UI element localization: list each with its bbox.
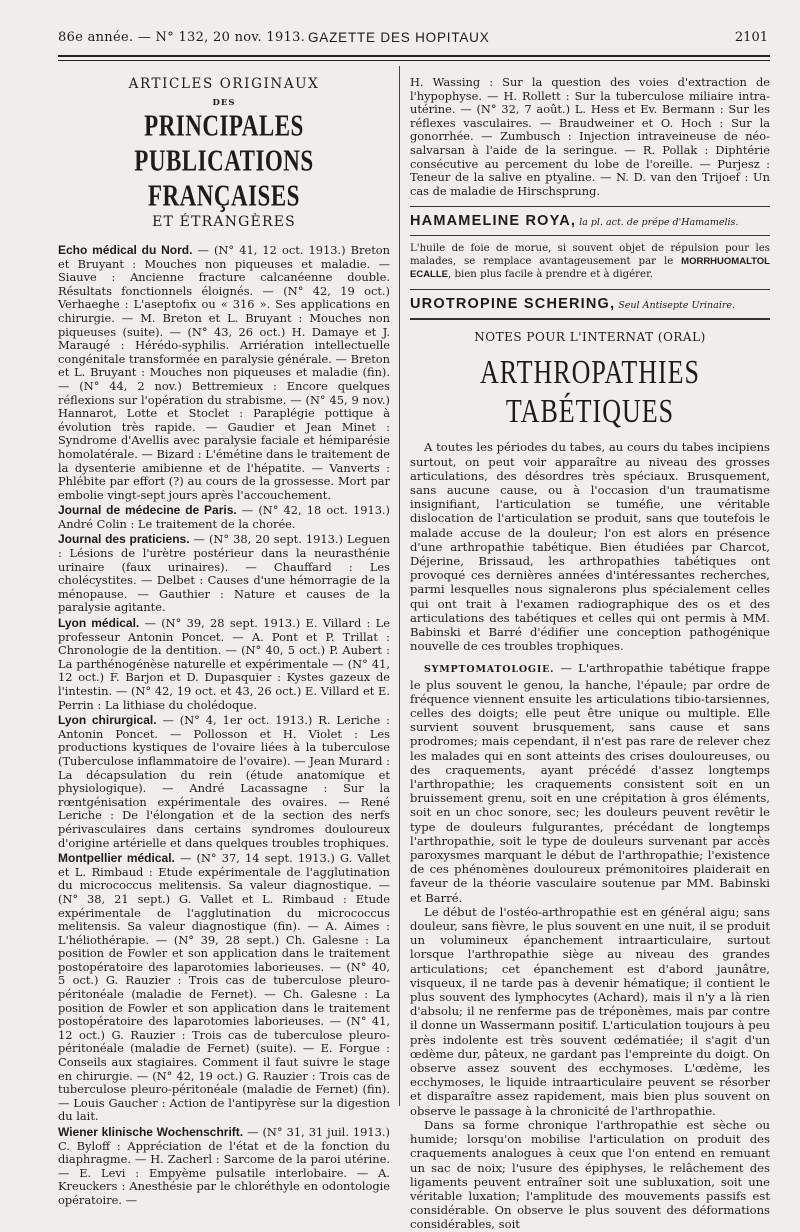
- ad-rule: [410, 206, 770, 207]
- entry-text: — (N° 37, 14 sept. 1913.) G. Vallet et L. Rimbaud : Etude expérimentale de l'agglutination du micrococcus melitensis. Sa valeur diagnostique. — (N° 38, 21 sept.) G. Vallet et L. Rimbaud : Etude expérimentale de l'agglutination du micrococcus melitensis. Sa valeur diagnostique (fin). — A. Aimes : L'héliothérapie. — (N° 39, 28 sept.) Ch. Galesne : La position de Fowler et son application dans le traitement postopératoire des laparotomies laborieuses. — (N° 40, 5 oct.) G. Rauzier : Trois cas de tuberculose pleuro-péritonéale (maladie de Fernet). — Ch. Galesne : La position de Fowler et son application dans le traitement postopératoire des laparotomies laborieuses. — (N° 41, 12 oct.) G. Rauzier : Trois cas de tuberculose pleuro-péritonéale (maladie de Fernet) (suite). — E. Forgue : Conseils aux stagiaires. Comment il faut suivre le stage en chirurgie. — (N° 42, 19 oct.) G. Rauzier : Trois cas de tuberculose pleuro-péritonéale (maladie de Fernet) (fin). — Louis Gaucher : Action de l'antipyrèse sur la digestion du lait.: [58, 851, 391, 1124]
- journal-title: GAZETTE DES HOPITAUX: [308, 30, 490, 45]
- review-entry: [58, 1126, 390, 1208]
- journal-name: Journal de médecine de Paris.: [58, 503, 237, 518]
- entry-text: — (N° 31, 31 juil. 1913.) C. Byloff : Appréciation de l'état et de la fonction du diaphragme. — H. Zacherl : Sarcome de la paroi utérine. — E. Levi : Empyème pulsatile interlobaire. — A. Kreuckers : Anesthésie par le chloréthyle en odontologie opératoire. —: [58, 1125, 390, 1207]
- ad-rule: [410, 318, 770, 320]
- ad-morrhuomaltol-end: , bien plus facile à prendre et à digérer.: [448, 269, 654, 281]
- journal-name: Echo médical du Nord.: [58, 243, 193, 257]
- section-heading-3: PRINCIPALES PUBLICATIONS FRANÇAISES: [134, 108, 314, 213]
- review-entry: [58, 244, 390, 502]
- review-entry: [58, 504, 390, 531]
- section-heading-1: ARTICLES ORIGINAUX: [128, 76, 320, 92]
- ad-morrhuomaltol-brand: MORRHUOMALTOL ECALLE: [410, 256, 770, 281]
- column-divider: [399, 66, 400, 1106]
- journal-name: Wiener klinische Wochenschrift.: [58, 1125, 244, 1139]
- review-entry: [58, 617, 390, 712]
- article-paragraph: Le début de l'ostéo-arthropathie est en général aigu; sans douleur, sans fièvre, le plus souvent en une nuit, il se produit un volumineux épanchement intraarticulaire, surtout lorsque l'arthropathie siège au niveau des grandes articulations; cet épanchement est d'abord jaunâtre, visqueux, il ne tarde pas à devenir hématique; il contient le plus souvent des lymphocytes (Achard), mais il n'y a là rien d'absolu; il ne renferme pas de tréponèmes, mais par contre il donne un Wassermann positif. L'articulation toujours à peu près indolente est très souvent œdématiée; il s'agit d'un œdème dur, pâteux, ne gardant pas l'empreinte du doigt. On observe assez souvent des ecchymoses. L'œdème, les ecchymoses, le liquide intraarticulaire peuvent se résorber et disparaître assez rapidement, mais bien plus souvent on observe le passage à la chronicité de l'arthropathie.: [410, 904, 770, 1118]
- review-entry: [58, 533, 390, 615]
- review-entry: [58, 714, 390, 850]
- ad-hamameline: [410, 213, 770, 229]
- entry-text: — (N° 4, 1er oct. 1913.) R. Leriche : Antonin Poncet. — Pollosson et H. Violet : Les productions kystiques de l'ovaire liées à la tuberculose (Tuberculose inflammatoire de l'ovaire). — Jean Murard : La décapsulation du rein (étude anatomique et physiologique). — André Lacassagne : Sur la rœntgénisation expérimentale des ovaires. — René Leriche : De l'élongation et de la section des nerfs périvasculaires dans certains syndromes douloureux d'origine artérielle et dans quelques troubles trophiques.: [58, 713, 390, 850]
- journal-name: Journal des praticiens.: [58, 532, 190, 547]
- running-header: [58, 30, 768, 48]
- entry-text: — (N° 41, 12 oct. 1913.) Breton et Bruyant : Mouches non piqueuses et maladie. — Siauve : Ancienne fracture calcanéenne double. Résultats fonctionnels éloignés. — (N° 42, 19 oct.) Verhaeghe : L'aseptofix ou « 316 ». Ses applications en chirurgie. — M. Breton et L. Bruyant : Mouches non piqueuses (suite). — (N° 43, 26 oct.) H. Damaye et J. Maraugé : Hérédo-syphilis. Arriération intellectuelle congénitale transformée en paralysie générale. — Breton et L. Bruyant : Mouches non piqueuses et maladie (fin). — (N° 44, 2 nov.) Bettremieux : Encore quelques réflexions sur l'opération du strabisme. — (N° 45, 9 nov.) Hannarot, Lotte et Stoclet : Paraplégie pottique à évolution très rapide. — Gaudier et Jean Minet : Syndrome d'Avellis avec paralysie faciale et hémiparésie homolatérale. — Bizard : L'émétine dans le traitement de la dysenterie amibienne et de l'hépatite. — Vanverts : Phlébite par effort (?) au cours de la grossesse. Mort par embolie vingt-sept jours après l'accouchement.: [58, 243, 390, 502]
- journal-name: Lyon médical.: [58, 616, 140, 631]
- article-paragraph: [410, 661, 770, 904]
- entry-text: — (N° 42, 18 oct. 1913.) André Colin : Le traitement de la chorée.: [58, 503, 390, 531]
- ad-urotropine: [410, 296, 770, 312]
- ad-rule: [410, 235, 770, 236]
- page-number: 2101: [734, 30, 768, 45]
- ad-rule: [410, 289, 770, 290]
- ad-urotropine-name: UROTROPINE SCHERING,: [410, 296, 616, 313]
- entry-text: — (N° 39, 28 sept. 1913.) E. Villard : Le professeur Antonin Poncet. — A. Pont et P. Trillat : Chronologie de la dentition. — (N° 40, 5 oct.) P. Aubert : La parthénogénèse naturelle et expérimentale — (N° 41, 12 oct.) F. Barjon et D. Dupasquier : Kystes gazeux de l'intestin. — (N° 42, 19 oct. et 43, 26 oct.) E. Villard et E. Perrin : La lithiase du cholédoque.: [58, 616, 390, 712]
- ad-urotropine-desc: Seul Antisepte Urinaire.: [615, 300, 736, 312]
- article-paragraph: A toutes les périodes du tabes, au cours du tabes incipiens surtout, on peut voir apparaître au niveau des grosses articulations, des désordres très spéciaux. Brusquement, sans aucune cause, ou à l'occasion d'un traumatisme insignifiant, l'articulation se tuméfie, une véritable dislocation de l'articulation se produit, sans que toutefois le malade accuse de la douleur; l'on est alors en présence d'une arthropathie tabétique. Bien étudiées par Charcot, Déjerine, Brissaud, les arthropathies tabétiques ont provoqué ces dernières années d'intéressantes recherches, parmi lesquelles nous signalerons plus spécialement celles qui ont trait à l'examen radiographique des os et des articulations des tabétiques et celles qui ont permis à MM. Babinski et Barré d'édifier une conception pathogénique nouvelle de ces troubles trophiques.: [410, 440, 770, 654]
- entry-text: — (N° 38, 20 sept. 1913.) Leguen : Lésions de l'urètre postérieur dans la neurasthénie urinaire (faux urinaires). — Chauffard : Les cholécystites. — Delbet : Causes d'une hémorragie de la ménopause. — Gauthier : Nature et causes de la paralysie agitante.: [58, 532, 390, 615]
- left-column: [58, 76, 391, 1207]
- ad-hamameline-name: HAMAMELINE ROYA,: [410, 213, 577, 230]
- journal-name: Lyon chirurgical.: [58, 713, 157, 728]
- article-title: ARTHROPATHIES TABÉTIQUES: [480, 353, 700, 431]
- ad-morrhuomaltol-text: L'huile de foie de morue, si souvent objet de répulsion pour les malades, se remplace avantageusement par le: [410, 243, 770, 268]
- journal-name: Montpellier médical.: [58, 851, 175, 866]
- section-heading-2: DES: [212, 98, 236, 108]
- notes-heading: NOTES POUR L'INTERNAT (ORAL): [474, 330, 706, 345]
- section-label: SYMPTOMATOLOGIE.: [424, 664, 555, 676]
- issue-info: 86e année. — N° 132, 20 nov. 1913.: [58, 30, 306, 45]
- ad-morrhuomaltol: [410, 242, 770, 281]
- continued-entry: H. Wassing : Sur la question des voies d'extraction de l'hypophyse. — H. Rollett : Sur la tuberculose miliaire intra-utérine. — (N° 32, 7 août.) L. Hess et Ev. Bermann : Sur les réflexes vasculaires. — Braudweiner et O. Hoch : Sur la gonorrhée. — Zumbusch : Injection intraveineuse de néo-salvarsan à l'aide de la seringue. — R. Pollak : Diphtérie consécutive au percement du lobe de l'oreille. — Purjesz : Teneur de la salive en ptyaline. — N. D. van den Trijoef : Un cas de maladie de Hirschsprung.: [410, 75, 770, 198]
- article-paragraph: Dans sa forme chronique l'arthropathie est sèche ou humide; lorsqu'on mobilise l'articulation on produit des craquements analogues à ceux que l'on entend en remuant un sac de noix; l'usure des épiphyses, le relâchement des ligaments peuvent entraîner soit une subluxation, soit une véritable luxation; l'amplitude des mouvements passifs est considérable. On observe le plus souvent des déformations considérables, soit: [410, 1117, 770, 1232]
- ad-hamameline-desc: la pl. act. de prépe d'Hamamelis.: [576, 217, 739, 229]
- header-rule-thick: [58, 55, 770, 57]
- review-entry: [58, 852, 390, 1124]
- right-column: [410, 75, 770, 1232]
- paragraph-text: — L'arthropathie tabétique frappe le plus souvent le genou, la hanche, l'épaule; par ordre de fréquence viennent ensuite les articulations tibio-tarsiennes, celles des doigts; elle peut être unique ou multiple. Elle survient souvent brusquement, sans cause et sans prodromes; mais cependant, il n'est pas rare de relever chez les malades qui en sont atteints des crises douloureuses, ou des craquements, ayant précédé d'assez longtemps l'arthropathie; les craquements consistent soit en un bruissement grenu, soit en une crépitation à gros éléments, soit en un choc sonore, sec; les douleurs peuvent revêtir le type de douleurs fulgurantes, précédant de longtemps l'arthropathie, soit le type de douleurs survenant par accès paroxysmes marquant le début de l'arthropathie; l'existence de ces phénomènes douloureux prémonitoires plaiderait en faveur de la théorie vasculaire soutenue par MM. Babinski et Barré.: [410, 661, 770, 905]
- section-heading-4: ET ÉTRANGÈRES: [152, 214, 296, 230]
- header-rule-thin: [58, 60, 770, 61]
